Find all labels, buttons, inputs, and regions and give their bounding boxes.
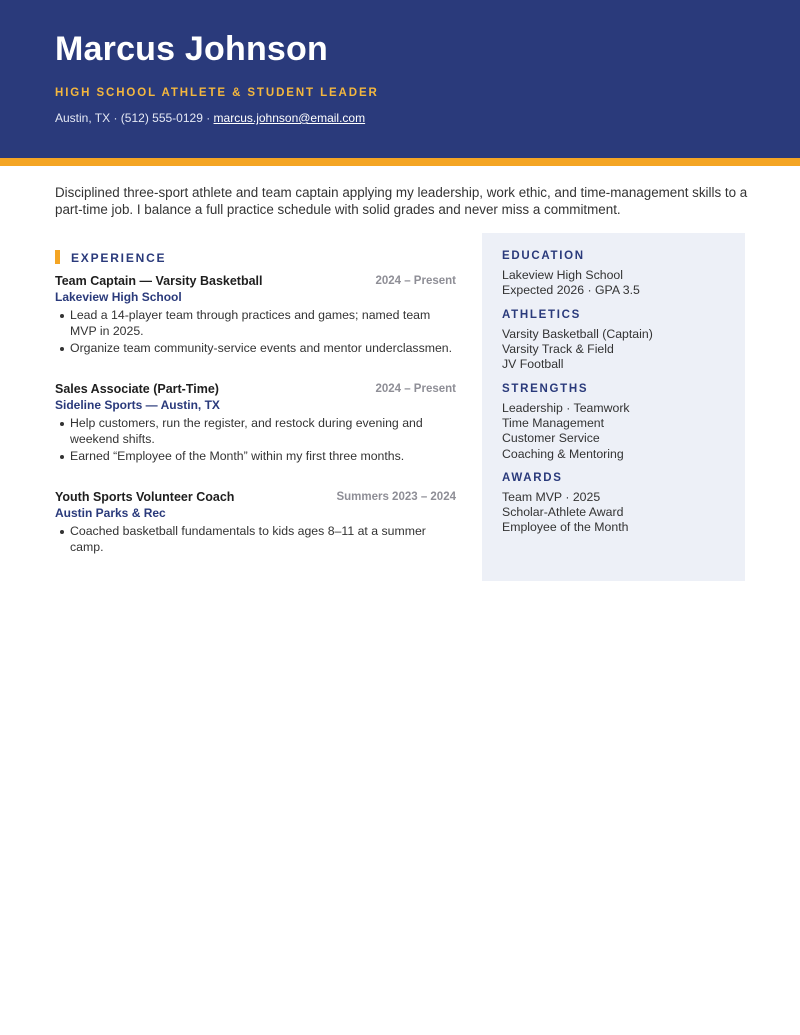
athletics-item: Varsity Track & Field: [502, 342, 614, 357]
strengths-item: Leadership · Teamwork: [502, 401, 630, 415]
awards-heading: AWARDS: [502, 472, 563, 484]
job-bullets: [55, 416, 456, 465]
strengths-section: [502, 383, 732, 462]
job-title: Sales Associate (Part-Time): [55, 382, 219, 396]
education-details: Expected 2026 · GPA 3.5: [502, 283, 640, 298]
athletics-item: JV Football: [502, 357, 564, 372]
bullet-item: Lead a 14-player team through practices and games; named team MVP in 2025.: [55, 308, 456, 339]
athletics-heading: ATHLETICS: [502, 309, 581, 321]
awards-item: Team MVP · 2025: [502, 490, 601, 504]
accent-stripe: [0, 158, 800, 166]
strengths-item: Customer Service: [502, 431, 600, 446]
athletics-section: [502, 309, 732, 373]
job-organization: Lakeview High School: [55, 290, 182, 304]
bullet-item: Earned “Employee of the Month” within my first three months.: [55, 449, 456, 465]
summary-paragraph: Disciplined three-sport athlete and team captain applying my leadership, work ethic, and time-management skills to a part-time job. I balance a full practice schedule with solid grades and never miss a commitment.: [55, 185, 748, 217]
sidebar-panel: [482, 233, 745, 581]
education-section: [502, 250, 732, 298]
job-title: Youth Sports Volunteer Coach: [55, 490, 235, 504]
bullet-item: Coached basketball fundamentals to kids ages 8–11 at a summer camp.: [55, 524, 456, 555]
contact-line: [55, 111, 365, 125]
candidate-name: Marcus Johnson: [55, 30, 328, 68]
job-entry: [55, 274, 456, 359]
bullet-item: Organize team community-service events and mentor underclassmen.: [55, 341, 456, 357]
awards-item: Employee of the Month: [502, 520, 629, 535]
email-link[interactable]: marcus.johnson@email.com: [213, 111, 366, 125]
contact-info: Austin, TX · (512) 555-0129 ·: [55, 111, 214, 125]
awards-item: Scholar-Athlete Award: [502, 505, 624, 520]
job-dates: Summers 2023 – 2024: [336, 491, 456, 503]
strengths-heading: STRENGTHS: [502, 383, 589, 395]
job-organization: Austin Parks & Rec: [55, 506, 166, 520]
job-title: Team Captain — Varsity Basketball: [55, 274, 263, 288]
job-dates: 2024 – Present: [375, 383, 456, 395]
strengths-item: Coaching & Mentoring: [502, 446, 624, 461]
athletics-item: Varsity Basketball (Captain): [502, 327, 653, 341]
header-banner: [0, 0, 800, 158]
job-dates: 2024 – Present: [375, 275, 456, 287]
job-organization: Sideline Sports — Austin, TX: [55, 398, 220, 412]
education-school: Lakeview High School: [502, 268, 623, 282]
bullet-item: Help customers, run the register, and restock during evening and weekend shifts.: [55, 416, 456, 447]
section-accent-bar: [55, 250, 60, 264]
job-bullets: [55, 308, 456, 357]
education-heading: EDUCATION: [502, 250, 585, 262]
job-bullets: [55, 524, 456, 555]
tagline: HIGH SCHOOL ATHLETE & STUDENT LEADER: [55, 87, 379, 99]
job-entry: [55, 490, 456, 557]
strengths-item: Time Management: [502, 416, 605, 431]
job-entry: [55, 382, 456, 467]
experience-heading: EXPERIENCE: [71, 251, 167, 265]
awards-section: [502, 472, 732, 536]
